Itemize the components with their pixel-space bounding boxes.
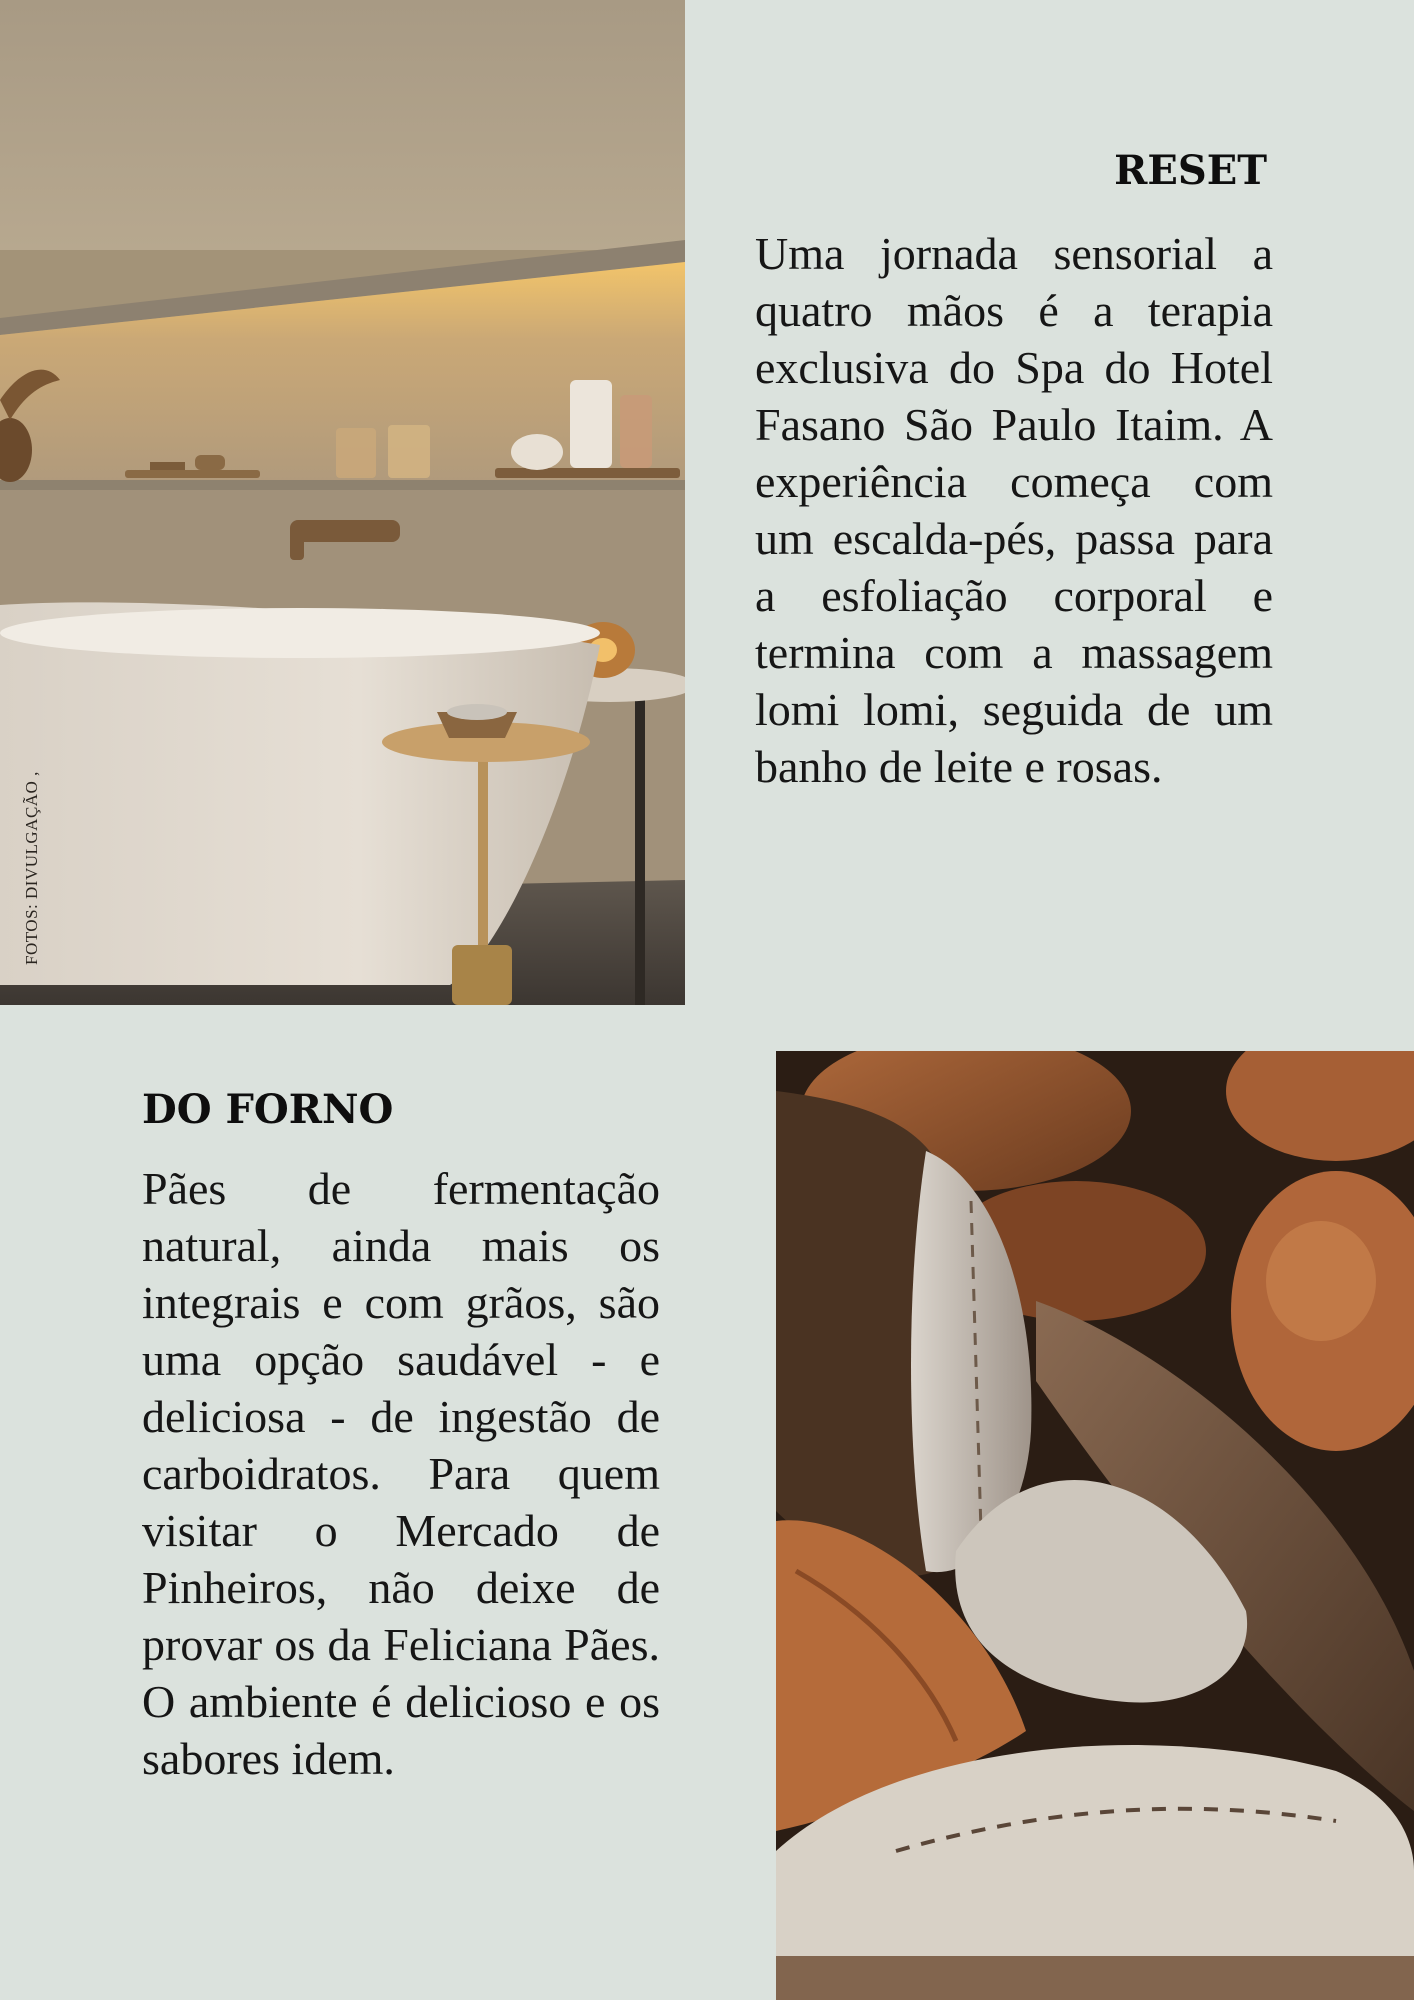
do-forno-paragraph: Pães de fermentação natural, ainda mais os integrais e com grãos, são uma opção saudável - e deliciosa - de ingestão de carboidratos. Para quem visitar o Mercado de Pinheiros, não deixe de provar os da Feliciana Pães. O ambiente é delicioso e os sabores idem.: [142, 1163, 660, 1784]
reset-paragraph: Uma jornada sensorial a quatro mãos é a terapia exclusiva do Spa do Hotel Fasano São Paulo Itaim. A experiência começa com um escalda-pés, passa para a esfoliação corporal e termina com a massagem lomi lomi, seguida de um banho de leite e rosas.: [755, 228, 1273, 792]
photo-credit: FOTOS: DIVULGAÇÃO ,: [22, 771, 41, 965]
reset-heading: RESET: [1114, 147, 1267, 194]
bread-photo: [776, 1051, 1414, 2000]
spa-bathtub-photo: [0, 0, 685, 1005]
spa-bathtub-illustration: [0, 0, 685, 1005]
do-forno-heading: DO FORNO: [142, 1086, 394, 1133]
bread-illustration: [776, 1051, 1414, 2000]
